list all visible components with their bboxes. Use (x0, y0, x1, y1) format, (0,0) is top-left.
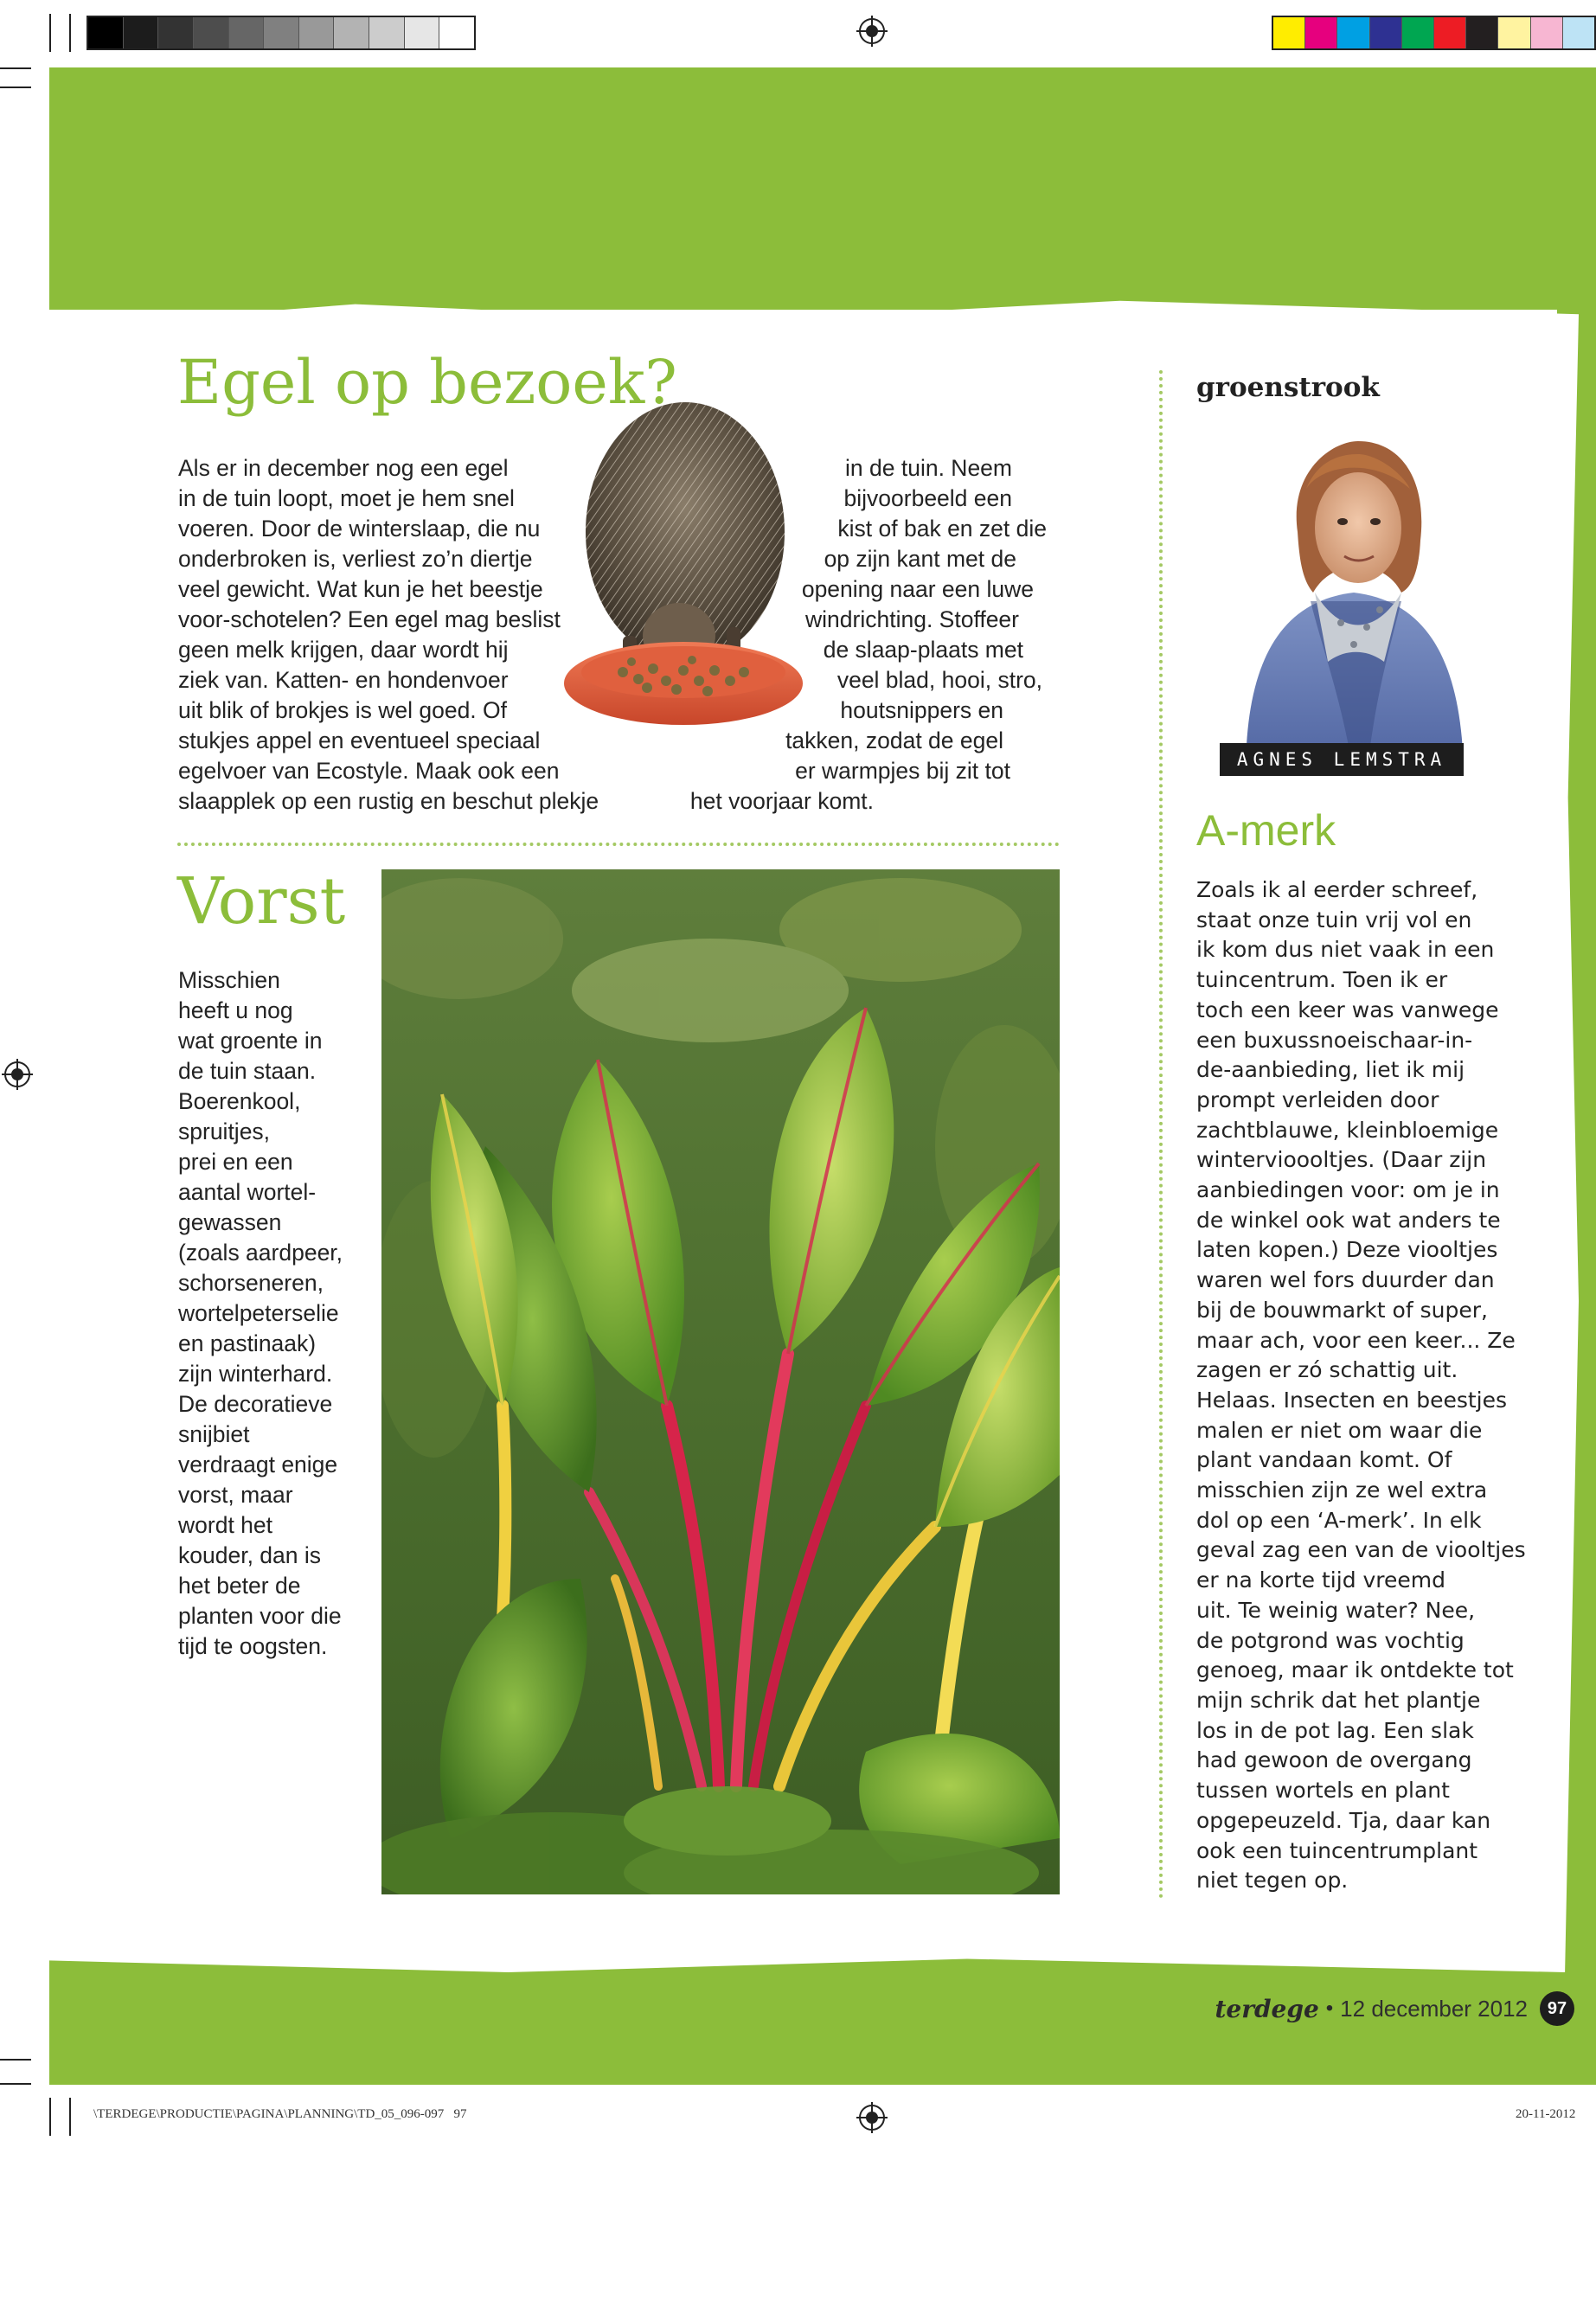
section-divider (177, 843, 1060, 846)
crop-mark (69, 14, 71, 52)
issue-date: 12 december 2012 (1340, 1995, 1528, 2022)
green-header-band (49, 67, 1596, 310)
crop-mark (0, 2083, 31, 2085)
grayscale-calibration-bar (87, 16, 476, 50)
crop-mark (0, 67, 31, 69)
hedgehog-photo (562, 368, 822, 731)
sidebar-divider (1159, 370, 1163, 1900)
crop-mark (0, 87, 31, 88)
color-calibration-bar (1272, 16, 1596, 50)
slug-path: \TERDEGE\PRODUCTIE\PAGINA\PLANNING\TD_05_096-097 97 (93, 2107, 467, 2121)
author-portrait-photo (1237, 437, 1471, 774)
article-vorst-column: Misschien heeft u nog wat groente in de tuin staan. Boerenkool, spruitjes, prei en een aantal wortel- gewassen (zoals aardpeer, schorseneren, wortelpeterselie en pastinaak) zijn winterhard. De decoratieve snijbiet verdraagt enige vorst, maar wordt het kouder, dan is het beter de planten voor die tijd te oogsten. (178, 967, 343, 1659)
section-label: groenstrook (1196, 372, 1380, 403)
crop-mark (49, 2098, 51, 2136)
page-footer (1211, 1990, 1574, 2028)
page-number-badge (1540, 1991, 1574, 2026)
article-egel-column-left: Als er in december nog een egel in de tuin loopt, moet je hem snel voeren. Door de winterslaap, die nu onderbroken is, verliest zo’n diertje veel gewicht. Wat kun je het beestje voor-schotelen? Een egel mag beslist geen melk krijgen, daar wordt hij ziek van. Katten- en hondenvoer uit blik of brokjes is wel goed. Of stukjes appel en eventueel speciaal egelvoer van Ecostyle. Maak ook een slaapplek op een rustig en beschut plekje (178, 455, 599, 814)
article-title-egel: Egel op bezoek? (177, 347, 677, 418)
crop-mark (49, 14, 51, 52)
crop-mark (69, 2098, 71, 2136)
swiss-chard-photo (381, 869, 1060, 1894)
slug-date: 20-11-2012 (1516, 2107, 1576, 2121)
article-egel-column-right: in de tuin. Neem bijvoorbeeld een kist of bak en zet die op zijn kant met de opening naar een luwe windrichting. Stoffeer de slaap-plaats met veel blad, hooi, stro, houtsnippers en takken, zodat de egel er warmpjes bij zit tot het voorjaar komt. (689, 455, 1047, 814)
crop-mark (0, 2059, 31, 2061)
registration-mark-icon (856, 2102, 888, 2133)
footer-separator: • (1325, 1997, 1334, 2020)
sidebar-column: Zoals ik al eerder schreef, staat onze tuin vrij vol en ik kom dus niet vaak in een tuincentrum. Toen ik er toch een keer was vanwege een buxussnoeischaar-in- de-aanbieding, liet ik mij prompt verleiden door zachtblauwe, kleinbloemige wintervioooltjes. (Daar zijn aanbiedingen voor: om je in de winkel ook wat anders te laten kopen.) Deze viooltjes waren wel fors duurder dan bij de bouwmarkt of super, maar ach, voor een keer... Ze zagen er zó schattig uit. Helaas. Insecten en beestjes malen er niet om waar die plant vandaan komt. Of misschien zijn ze wel extra dol op een ‘A-merk’. In elk geval zag een van de viooltjes er na korte tijd vreemd uit. Te weinig water? Nee, de potgrond was vochtig genoeg, maar ik ontdekte tot mijn schrik dat het plantje los in de pot lag. Een slak had gewoon de overgang tussen wortels en plant opgepeuzeld. Tja, daar kan ook een tuincentrumplant niet tegen op. (1196, 877, 1526, 1894)
page-number: 97 (1547, 1999, 1567, 2018)
magazine-brand: terdege (1215, 1994, 1319, 2023)
registration-mark-icon (856, 16, 888, 47)
author-name-badge: AGNES LEMSTRA (1220, 743, 1464, 776)
registration-mark-icon (2, 1059, 33, 1090)
article-title-vorst: Vorst (177, 864, 346, 939)
sidebar-title: A-merk (1196, 806, 1336, 855)
